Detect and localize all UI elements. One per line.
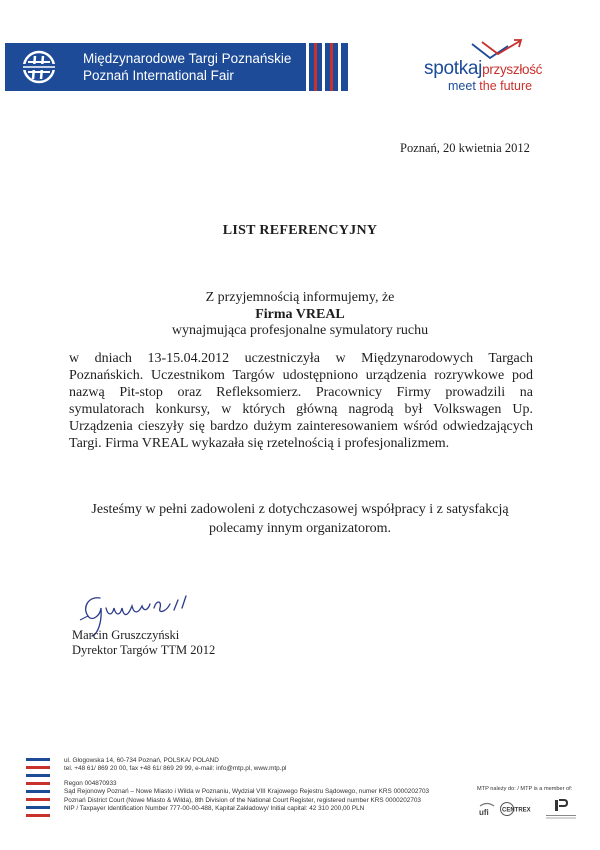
letter-body: w dniach 13-15.04.2012 uczestniczyła w Międzynarodowych Targach Poznańskich. Uczestnikom Targów udostępniono urządzenia rozrywkowe pod nazwą Pit-stop oraz Refleksomierz. Pracownicy Firmy prowadzili na symulatorach konkursy, w których główną nagrodą był Volkswagen Up. Urządzenia cieszyły się bardzo dużym zainteresowaniem wśród odwiedzających Targi. Firma VREAL wykazała się rzetelnością i profesjonalizmem. (69, 351, 533, 451)
signer-block (72, 628, 215, 658)
letter-title: LIST REFERENCYJNY (222, 223, 378, 238)
organization-name-pl: Międzynarodowe Targi Poznańskie (83, 51, 292, 66)
membership-label: MTP należy do: / MTP is a member of: (477, 786, 573, 792)
footer-stripes (26, 756, 50, 826)
footer-court-pl: Sąd Rejonowy Poznań – Nowe Miasto i Wilda w Poznaniu, Wydział VIII Krajowego Rejestru Sądowego, numer KRS 0000202703 (64, 788, 430, 796)
ppr-logo-icon (544, 799, 578, 821)
slogan-word-meet: meet (448, 79, 476, 93)
letter-date: Poznań, 20 kwietnia 2012 (400, 141, 530, 155)
company-name: Firma VREAL (255, 306, 345, 322)
closing-line-1: Jesteśmy w pełni zadowoleni z dotychczasowej współpracy i z satysfakcją (91, 502, 509, 517)
svg-text:ufi: ufi (479, 808, 489, 817)
closing-block (0, 500, 600, 538)
footer-info (64, 757, 429, 813)
slogan-logo (420, 38, 570, 98)
slogan-en (448, 79, 532, 93)
header-banner (5, 43, 348, 91)
svg-text:CENTREX: CENTREX (502, 807, 531, 814)
footer-address: ul. Głogowska 14, 60-734 Poznań, POLSKA/ POLAND (64, 757, 219, 764)
organization-name-en: Poznań International Fair (83, 68, 234, 83)
closing-line-2: polecamy innym organizatorom. (208, 521, 392, 536)
banner-stripes (302, 43, 348, 91)
intro-block (0, 290, 600, 340)
signer-title: Dyrektor Targów TTM 2012 (72, 643, 216, 657)
slogan-word-przyszlosc: przyszłość (482, 62, 543, 77)
signer-name: Marcin Gruszczyński (72, 628, 180, 642)
footer-nip: NIP / Taxpayer Identification Number 777-00-00-488, Kapitał Zakładowy/ Initial capital: 42 310 200,00 PLN (64, 805, 365, 813)
footer-court-en: Poznań District Court (Nowe Miasto & Wilda), 8th Division of the National Court Register, registered number KRS 0000202703 (64, 796, 421, 804)
organization-name (83, 50, 291, 84)
ufi-logo-icon (478, 800, 496, 818)
footer-regon: Regon 004870933 (64, 779, 117, 787)
centrex-logo-icon (499, 801, 533, 817)
intro-line: Z przyjemnością informujemy, że (205, 290, 395, 305)
slogan-word-spotkaj: spotkaj (424, 58, 483, 79)
slogan-pl (424, 58, 542, 80)
mtp-logo-icon (19, 49, 59, 85)
slogan-word-future: the future (479, 79, 533, 93)
footer-contact: tel. +48 61/ 869 20 00, fax +48 61/ 869 29 99, e-mail: info@mtp.pl, www.mtp.pl (64, 765, 287, 773)
intro-description: wynajmująca profesjonalne symulatory ruchu (171, 323, 429, 338)
